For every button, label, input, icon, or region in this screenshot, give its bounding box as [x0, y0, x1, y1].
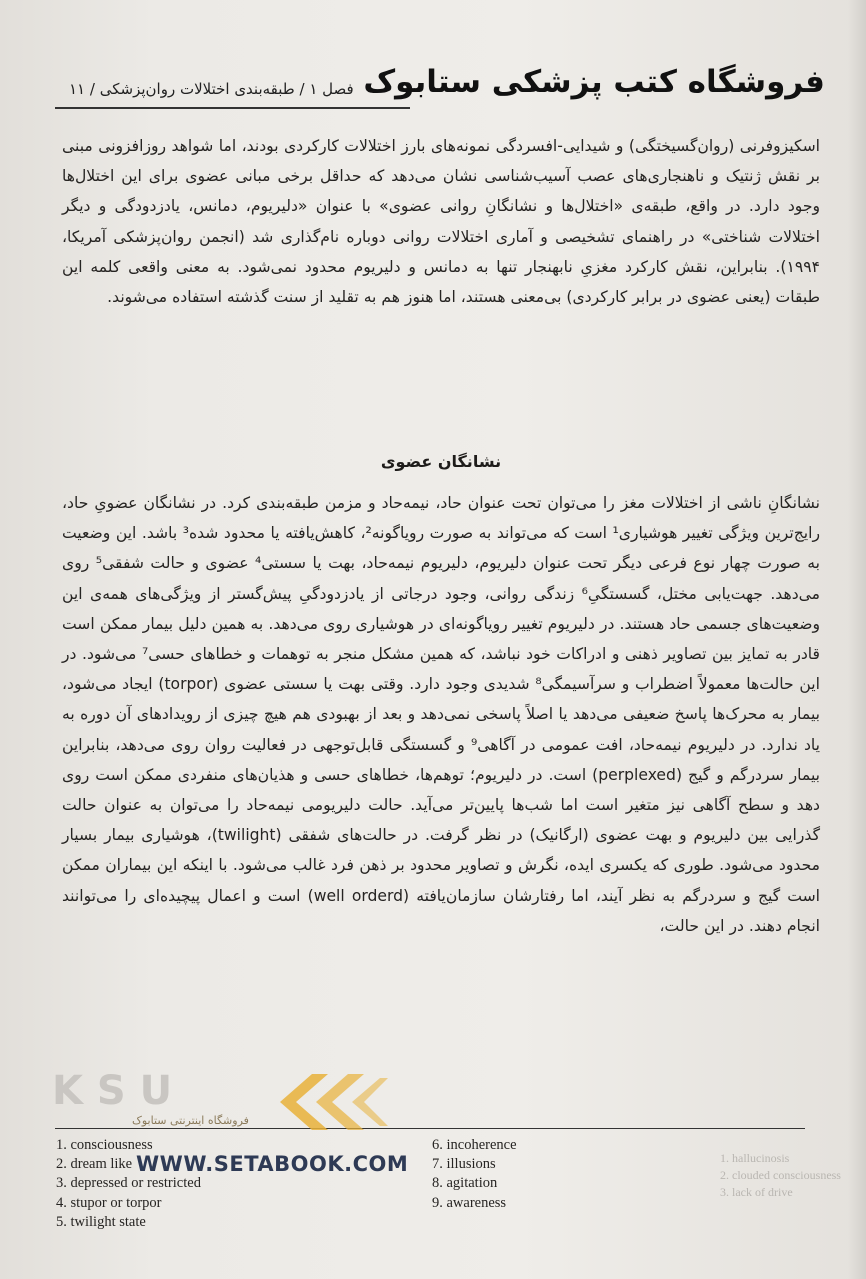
watermark-latin: K S U [52, 1068, 173, 1114]
store-title: فروشگاه کتب پزشکی ستابوک [363, 64, 825, 100]
bleed-through-text [720, 1150, 841, 1201]
footnote-item: 8. agitation [432, 1175, 498, 1192]
setabook-watermark [52, 1060, 412, 1200]
footnote-item: 5. twilight state [56, 1213, 146, 1230]
page-header [55, 64, 845, 112]
page-edge-shadow [848, 0, 866, 1279]
watermark-url: WWW.SETABOOK.COM [136, 1152, 409, 1176]
bleed-through-line: 1. hallucinosis [720, 1151, 790, 1165]
footnote-item: 1. consciousness [56, 1137, 153, 1153]
footnote-item: 4. stupor or torpor [56, 1194, 162, 1211]
footnote-item: 6. incoherence [432, 1137, 517, 1153]
paragraph-1 [62, 131, 820, 312]
bleed-through-line: 2. clouded consciousness [720, 1168, 841, 1182]
footnote-item: 3. depressed or restricted [56, 1175, 201, 1192]
footnote-item: 2. dream like [56, 1156, 133, 1173]
footnotes-right [432, 1136, 517, 1213]
header-rule [55, 107, 410, 109]
footnote-item: 9. awareness [432, 1194, 507, 1211]
paragraph-2 [62, 488, 820, 941]
paragraph-1-text: اسکیزوفرنی (روان‌گسیختگی) و شیدایی-افسردگی نمونه‌های بارز اختلالات کارکردی بودند، اما شواهد روزافزونی مبنی بر نقش ژنتیک و ناهنجاری‌های عصب آسیب‌شناسی نشان می‌دهد که حداقل برخی مبانی عضوی برای این اختلال‌ها وجود دارد. در واقع، طبقه‌ی «اختلال‌ها و نشانگانِ روانی عضوی» با عنوان «دلیریوم، دمانس، یادزدودگی و دیگر اختلالات شناختی» در راهنمای تشخیصی و آماری اختلالات روانی دوباره نام‌گذاری شد (انجمن روان‌پزشکی آمریکا، ۱۹۹۴). بنابراین، نقش کارکرد مغزیِ نابهنجار تنها به دمانس و دلیریوم محدود نمی‌شود. به معنی واقعی کلمه این طبقات (یعنی عضوی در برابر کارکردی) بی‌معنی هستند، اما هنوز هم به تقلید از سنت گذشته استفاده می‌شوند. [62, 137, 820, 307]
footnote-item: 7. illusions [432, 1156, 496, 1173]
running-head: فصل ۱ / طبقه‌بندی اختلالات روان‌پزشکی / ۱۱ [69, 80, 354, 98]
section-heading: نشانگان عضوی [380, 452, 502, 471]
bleed-through-line: 3. lack of drive [720, 1185, 793, 1199]
paragraph-2-text: نشانگانِ ناشی از اختلالات مغز را می‌توان تحت عنوان حاد، نیمه‌حاد و مزمن طبقه‌بندی کرد. در نشانگان عضویِ حاد، رایج‌ترین ویژگی تغییر هوشیاری¹ است که می‌تواند به صورت رویاگونه²، کاهش‌یافته یا محدود شده³ باشد. این وضعیت به صورت چهار نوع فرعی دیگر تحت عنوان دلیریوم، دلیریوم نیمه‌حاد، بهت یا سستی⁴ عضوی و حالت شفقی⁵ روی می‌دهد. جهت‌یابی مختل، گسستگیِ⁶ زندگی روانی، وجود درجاتی از یادزدودگیِ پیش‌گستر از ویژگی‌های همه‌ی این وضعیت‌های جسمی حاد هستند. در دلیریوم تغییر رویاگونه‌ای در هوشیاری روی می‌دهد. به همین دلیل بیمار ممکن است قادر به تمایز بین تصاویر ذهنی و ادراکات خود نباشد، که همین مشکل منجر به توهمات و خطاهای حسی⁷ می‌شود. در این حالت‌ها معمولاً اضطراب و سرآسیمگی⁸ شدیدی وجود دارد. وقتی بهت یا سستی عضوی (torpor) ایجاد می‌شود، بیمار به محرک‌ها پاسخ ضعیفی می‌دهد یا اصلاً پاسخی نمی‌دهد و بعد از بهبودی هم هیچ چیزی از رویدادهای آن دوره به یاد ندارد. در دلیریوم نیمه‌حاد، افت عمومی در آگاهی⁹ و گسستگی قابل‌توجهی در فعالیت روان روی می‌دهد، بنابراین بیمار سردرگم و گیج (perplexed) است. در دلیریوم؛ توهم‌ها، خطاهای حسی و هذیان‌های منفردی ممکن است روی دهد و سطح آگاهی نیز متغیر است اما شب‌ها پایین‌تر می‌آید. حالت دلیریومی نیمه‌حاد را می‌توان به عنوان حالت گذرایی بین دلیریوم و بهت عضوی (ارگانیک) در نظر گرفت. در حالت‌های شفقی (twilight)، هوشیاری بیمار بسیار محدود می‌شود. طوری که یکسری ایده، نگرش و تصاویر محدود بر ذهن فرد غالب می‌شود. با اینکه این بیماران ممکن است گیج و سردرگم به نظر آیند، اما رفتارشان سازمان‌یافته (well orderd) است و اعمال پیچیده‌ای را می‌توانند انجام دهند. در این حالت، [62, 494, 821, 935]
setabook-logo-icon [272, 1068, 392, 1138]
watermark-fa-text: فروشگاه اینترنتی ستابوک [132, 1114, 249, 1127]
